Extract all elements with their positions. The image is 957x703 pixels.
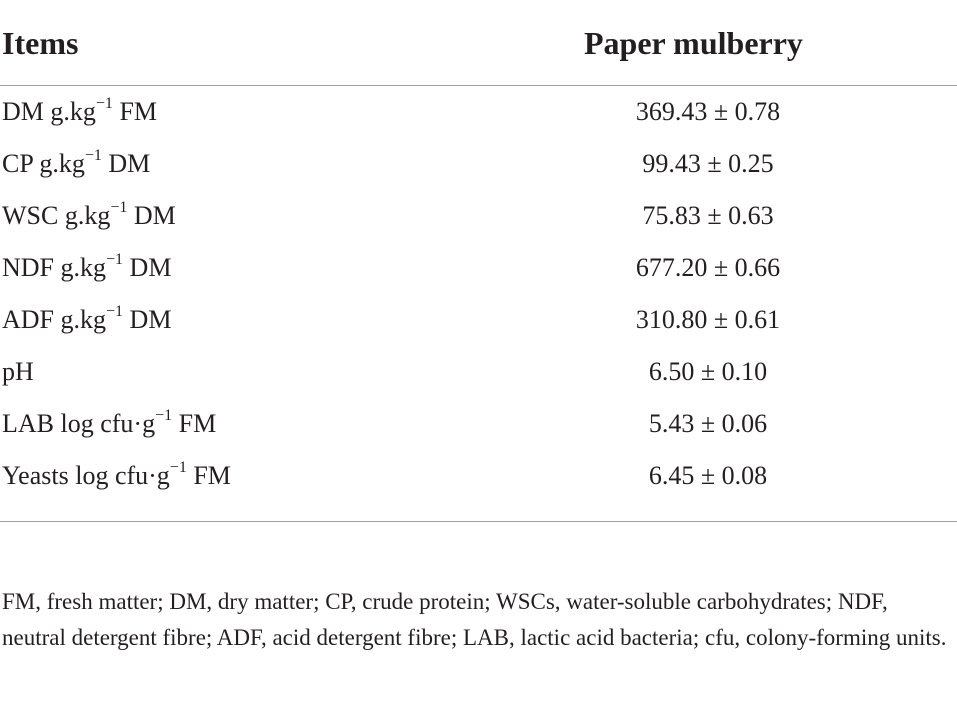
- table-row: [0, 398, 957, 450]
- table-footnote: FM, fresh matter; DM, dry matter; CP, crude protein; WSCs, water-soluble carbohydrates; NDF, neutral detergent fibre; ADF, acid detergent fibre; LAB, lactic acid bacteria; cfu, colony-forming units.: [2, 589, 947, 650]
- row-value: 75.83 ± 0.63: [642, 201, 774, 230]
- row-value: 677.20 ± 0.66: [635, 253, 781, 282]
- row-value: 99.43 ± 0.25: [642, 149, 774, 178]
- table-row: [0, 450, 957, 502]
- table-row: [0, 190, 957, 242]
- row-item-label: ADF $g.kg^{-1}$ DM: [2, 303, 172, 334]
- row-value: 5.43 ± 0.06: [648, 409, 768, 438]
- row-item-label: LAB $\log cfu\cdot g^{-1}$ FM: [2, 407, 217, 438]
- row-value: 6.45 ± 0.08: [648, 461, 768, 490]
- table-body: [0, 86, 957, 522]
- row-item-label: WSC $g.kg^{-1}$ DM: [2, 199, 176, 230]
- table-row: [0, 294, 957, 346]
- table-row: [0, 86, 957, 138]
- row-value: 6.50 ± 0.10: [648, 357, 768, 386]
- column-header-items: Items: [2, 25, 79, 61]
- row-item-label: NDF $g.kg^{-1}$ DM: [2, 251, 172, 282]
- row-item-label: Yeasts $\log cfu\cdot g^{-1}$ FM: [2, 459, 231, 490]
- row-item-label: DM $g.kg^{-1}$ FM: [2, 95, 158, 126]
- table-header-row: [0, 0, 957, 86]
- row-item-label: CP $g.kg^{-1}$ DM: [2, 147, 151, 178]
- table-row: [0, 242, 957, 294]
- row-value: 369.43 ± 0.78: [635, 97, 781, 126]
- column-header-paper-mulberry: Paper mulberry: [584, 25, 803, 61]
- row-item-label: pH: [2, 357, 34, 386]
- table-row: [0, 346, 957, 398]
- row-value: 310.80 ± 0.61: [635, 305, 781, 334]
- table-row: [0, 138, 957, 190]
